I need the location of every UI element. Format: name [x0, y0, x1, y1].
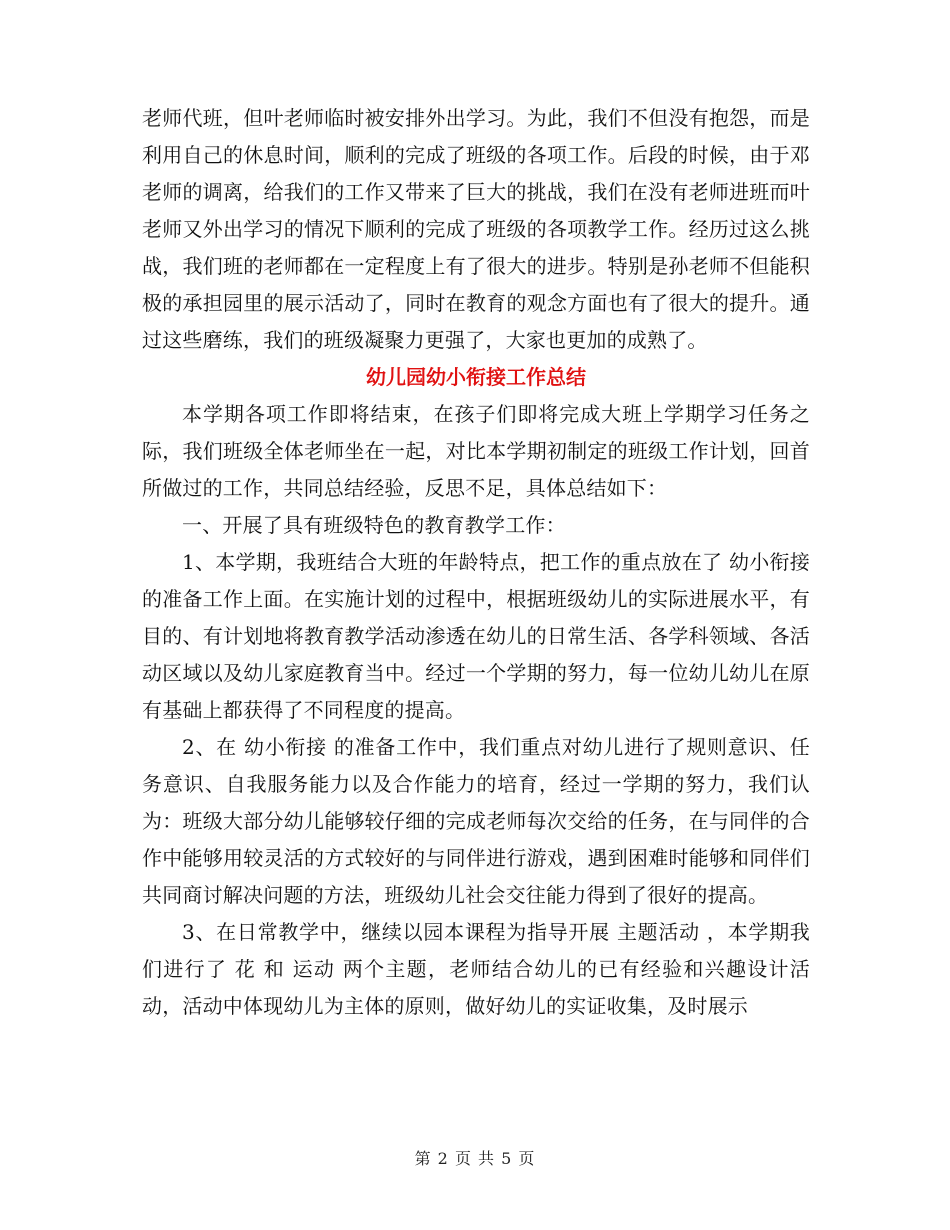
section-title: 幼儿园幼小衔接工作总结 — [366, 365, 586, 389]
point-two-paragraph: 2、在 幼小衔接 的准备工作中，我们重点对幼儿进行了规则意识、任务意识、自我服务能力以及合作能力的培育，经过一学期的努力，我们认为：班级大部分幼儿能够较仔细的完成老师每次交给的任务，在与同伴的合作中能够用较灵活的方式较好的与同伴进行游戏，遇到困难时能够和同伴们共同商讨解决问题的方法，班级幼儿社会交往能力得到了很好的提高。 — [142, 735, 810, 907]
section-heading-one: 一、开展了具有班级特色的教育教学工作： — [182, 513, 566, 537]
continuation-paragraph: 老师代班，但叶老师临时被安排外出学习。为此，我们不但没有抱怨，而是利用自己的休息时间，顺利的完成了班级的各项工作。后段的时候，由于邓老师的调离，给我们的工作又带来了巨大的挑战，我们在没有老师进班而叶老师又外出学习的情况下顺利的完成了班级的各项教学工作。经历过这么挑战，我们班的老师都在一定程度上有了很大的进步。特别是孙老师不但能积极的承担园里的展示活动了，同时在教育的观念方面也有了很大的提升。通过这些磨练，我们的班级凝聚力更强了，大家也更加的成熟了。 — [142, 106, 810, 352]
intro-paragraph: 本学期各项工作即将结束，在孩子们即将完成大班上学期学习任务之际，我们班级全体老师坐在一起，对比本学期初制定的班级工作计划，回首所做过的工作，共同总结经验，反思不足，具体总结如下： — [142, 402, 810, 500]
document-body — [142, 100, 810, 1025]
point-three-paragraph: 3、在日常教学中，继续以园本课程为指导开展 主题活动 ，本学期我们进行了 花 和 运动 两个主题，老师结合幼儿的已有经验和兴趣设计活动，活动中体现幼儿为主体的原则，做好幼儿的实证收集，及时展示 — [142, 920, 810, 1018]
point-one-paragraph: 1、本学期，我班结合大班的年龄特点，把工作的重点放在了 幼小衔接 的准备工作上面。在实施计划的过程中，根据班级幼儿的实际进展水平，有目的、有计划地将教育教学活动渗透在幼儿的日常生活、各学科领域、各活动区域以及幼儿家庭教育当中。经过一个学期的努力，每一位幼儿幼儿在原有基础上都获得了不同程度的提高。 — [142, 550, 810, 722]
page-number-footer: 第 2 页 共 5 页 — [414, 1149, 536, 1168]
